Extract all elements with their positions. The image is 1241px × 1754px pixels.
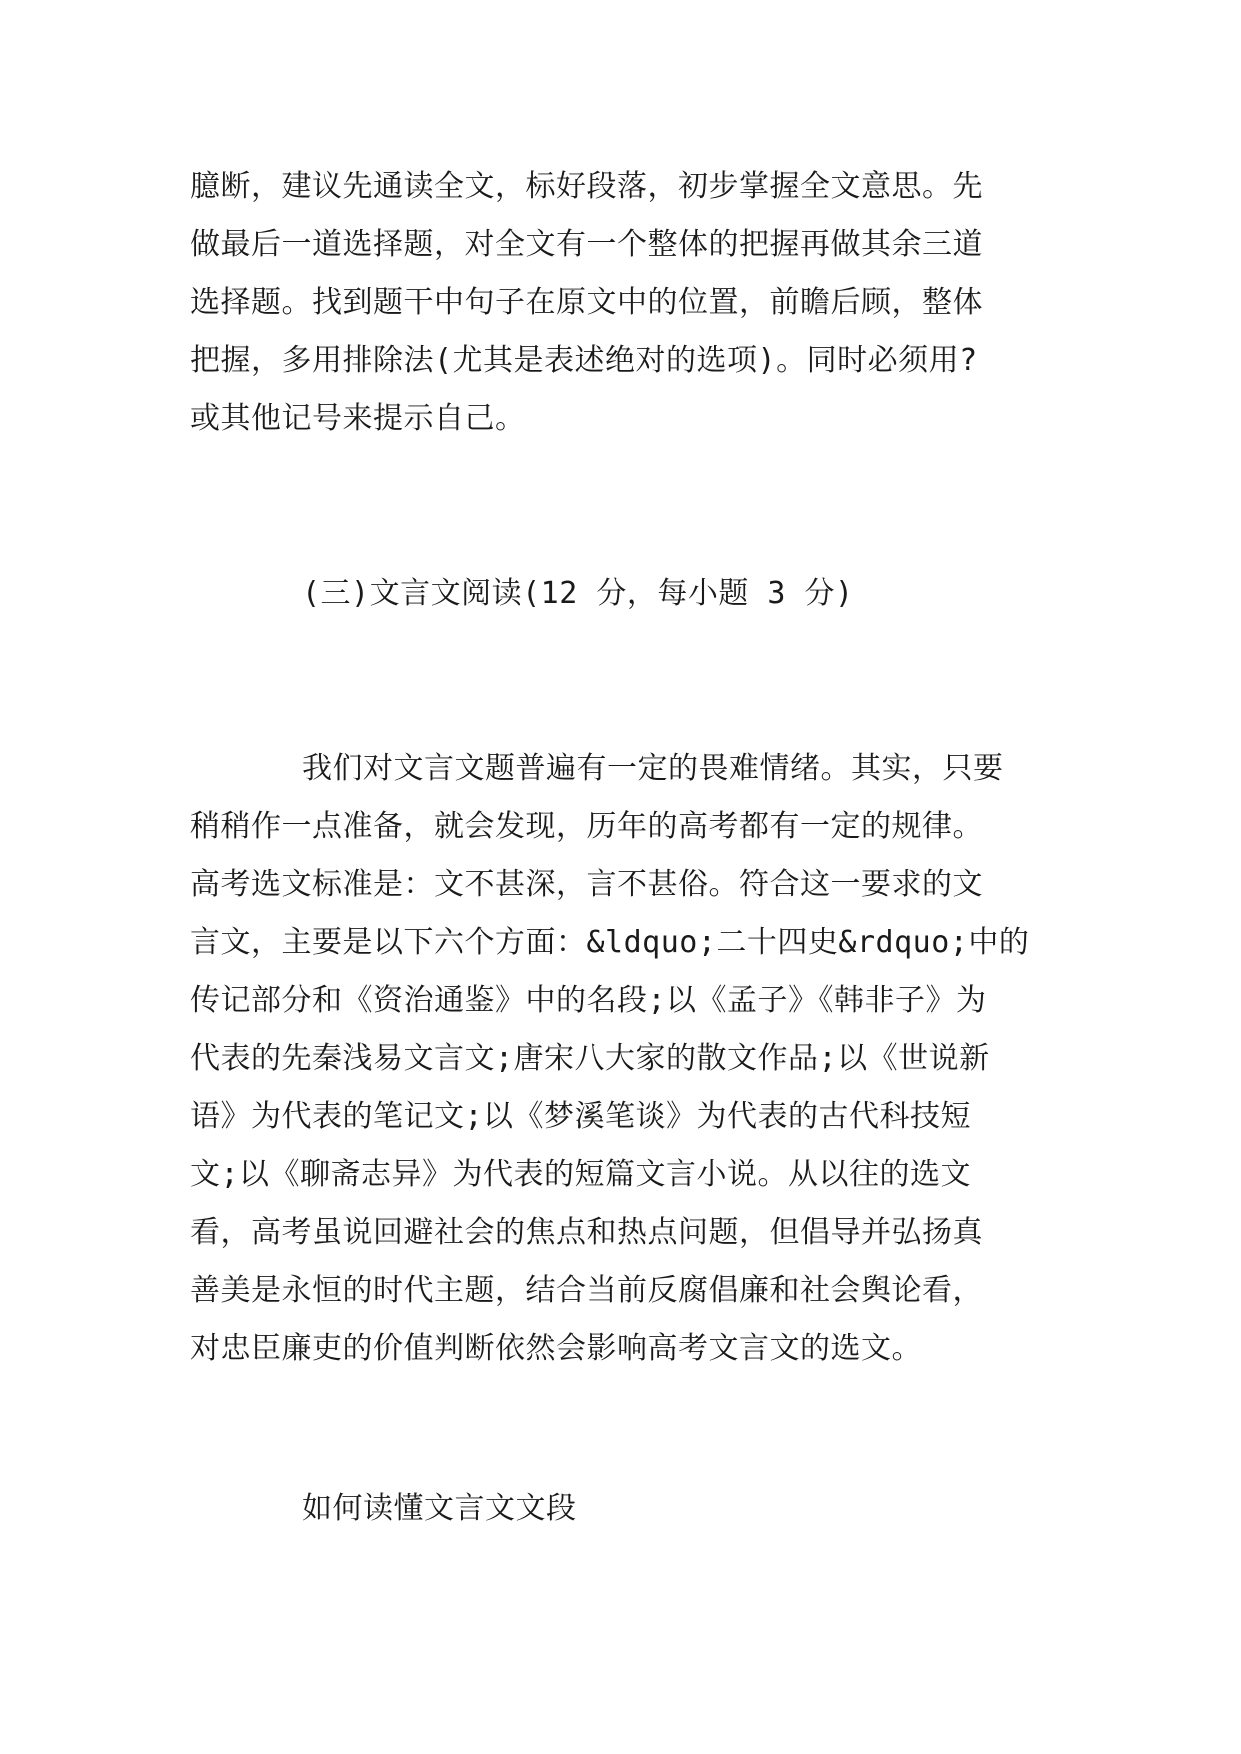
paragraph-line: 文;以《聊斋志异》为代表的短篇文言小说。从以往的选文 xyxy=(190,1157,972,1192)
subheading-how-to-read xyxy=(190,1480,1050,1538)
paragraph-line: 对忠臣廉吏的价值判断依然会影响高考文言文的选文。 xyxy=(190,1331,922,1366)
subheading-text: 如何读懂文言文文段 xyxy=(302,1491,577,1526)
paragraph-line: 把握，多用排除法(尤其是表述绝对的选项)。同时必须用? xyxy=(190,343,978,378)
section-heading-classical-reading xyxy=(190,565,1050,623)
paragraph-line: 或其他记号来提示自己。 xyxy=(190,401,526,436)
paragraph-line: 稍稍作一点准备，就会发现，历年的高考都有一定的规律。 xyxy=(190,809,983,844)
paragraph-line: 言文，主要是以下六个方面：&ldquo;二十四史&rdquo;中的 xyxy=(190,925,1030,960)
paragraph-line: 做最后一道选择题，对全文有一个整体的把握再做其余三道 xyxy=(190,227,983,262)
paragraph-line: 代表的先秦浅易文言文;唐宋八大家的散文作品;以《世说新 xyxy=(190,1041,990,1076)
paragraph-line: 选择题。找到题干中句子在原文中的位置，前瞻后顾，整体 xyxy=(190,285,983,320)
paragraph-exam-tips xyxy=(190,158,1050,448)
paragraph-line: 我们对文言文题普遍有一定的畏难情绪。其实，只要 xyxy=(302,751,1004,786)
paragraph-classical-chinese xyxy=(190,740,1050,1378)
paragraph-line: 语》为代表的笔记文;以《梦溪笔谈》为代表的古代科技短 xyxy=(190,1099,972,1134)
section-heading-text: (三)文言文阅读(12 分，每小题 3 分) xyxy=(302,576,854,611)
paragraph-line: 传记部分和《资治通鉴》中的名段;以《孟子》《韩非子》为 xyxy=(190,983,987,1018)
paragraph-line: 臆断，建议先通读全文，标好段落，初步掌握全文意思。先 xyxy=(190,169,983,204)
paragraph-line: 看，高考虽说回避社会的焦点和热点问题，但倡导并弘扬真 xyxy=(190,1215,983,1250)
paragraph-line: 高考选文标准是：文不甚深，言不甚俗。符合这一要求的文 xyxy=(190,867,983,902)
paragraph-line: 善美是永恒的时代主题，结合当前反腐倡廉和社会舆论看， xyxy=(190,1273,983,1308)
